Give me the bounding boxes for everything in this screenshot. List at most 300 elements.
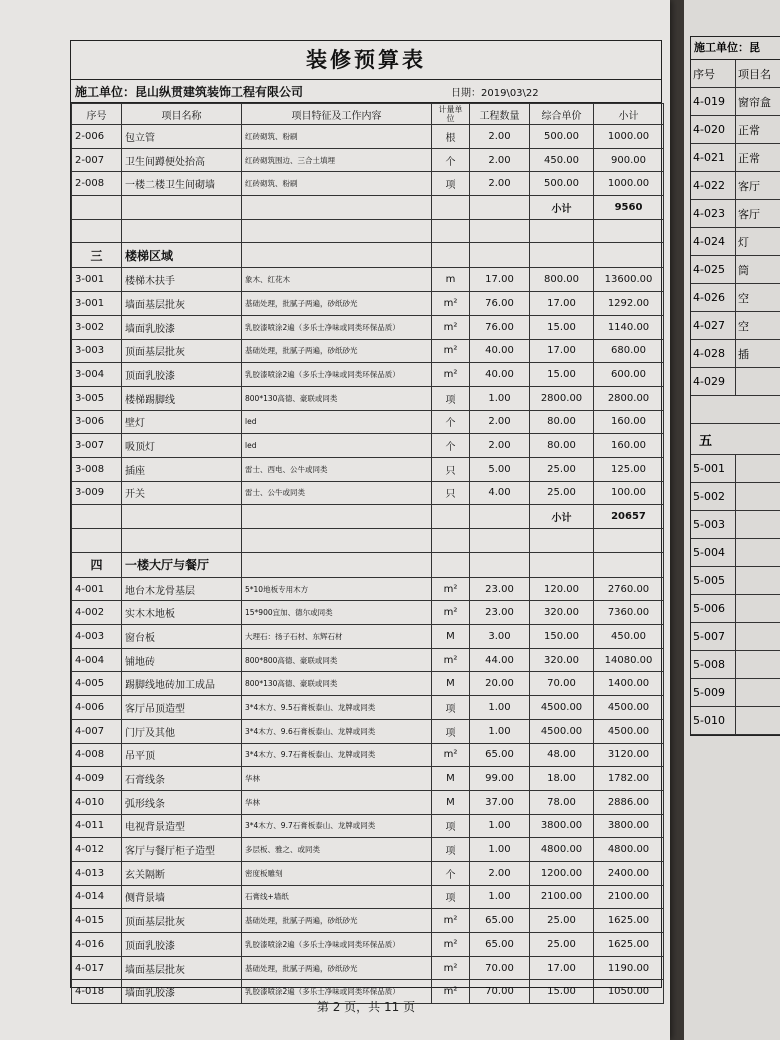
next-page-row <box>691 651 780 679</box>
cell-name: 实木木地板 <box>122 601 242 625</box>
cell-spec: 石膏线+墙纸 <box>242 885 432 909</box>
cell-spec: 基础处理，批腻子两遍，砂纸砂光 <box>242 292 432 316</box>
cell-name: 壁灯 <box>122 410 242 434</box>
table-row <box>72 315 664 339</box>
cell-no: 4-009 <box>72 767 122 791</box>
cell-spec: 乳胶漆喷涂2遍（多乐士净味或同类环保品质） <box>242 363 432 387</box>
empty-cell <box>470 505 530 529</box>
cell-unit: m² <box>432 601 470 625</box>
cell-name: 电视背景造型 <box>122 814 242 838</box>
empty-cell <box>530 219 594 243</box>
next-page-row-no: 4-021 <box>691 144 736 171</box>
cell-qty: 65.00 <box>470 933 530 957</box>
cell-spec: 红砖砌筑、粉刷 <box>242 125 432 149</box>
cell-no: 2-006 <box>72 125 122 149</box>
table-header-row <box>72 104 664 125</box>
next-page-row-name: 空 <box>738 291 749 305</box>
cell-no: 4-017 <box>72 956 122 980</box>
budget-table-frame <box>70 40 662 1000</box>
table-row <box>72 956 664 980</box>
next-page-row-no: 5-001 <box>691 455 736 482</box>
cell-price: 15.00 <box>530 363 594 387</box>
cell-qty: 44.00 <box>470 648 530 672</box>
subtotal-value: 20657 <box>594 505 664 529</box>
cell-qty: 2.00 <box>470 125 530 149</box>
cell-spec: 乳胶漆喷涂2遍（多乐士净味或同类环保品质） <box>242 315 432 339</box>
cell-price: 17.00 <box>530 292 594 316</box>
cell-name: 客厅与餐厅柜子造型 <box>122 838 242 862</box>
empty-cell <box>470 243 530 268</box>
next-page-row <box>691 284 780 312</box>
cell-spec: 3*4木方、9.7石膏板泰山、龙牌或同类 <box>242 814 432 838</box>
cell-spec: led <box>242 434 432 458</box>
empty-cell <box>72 196 122 220</box>
cell-no: 2-007 <box>72 148 122 172</box>
cell-spec: 雷士、西电、公牛或同类 <box>242 457 432 481</box>
next-page-row-no: 5-006 <box>691 595 736 622</box>
next-page-row <box>691 679 780 707</box>
table-row <box>72 767 664 791</box>
cell-spec: 3*4木方、9.5石膏板泰山、龙牌或同类 <box>242 696 432 720</box>
cell-qty: 37.00 <box>470 790 530 814</box>
cell-spec: 象木、红花木 <box>242 268 432 292</box>
table-row <box>72 838 664 862</box>
table-row <box>72 672 664 696</box>
cell-qty: 1.00 <box>470 719 530 743</box>
next-page-row-no: 4-027 <box>691 312 736 339</box>
cell-subtotal: 1000.00 <box>594 172 664 196</box>
table-row <box>72 696 664 720</box>
table-body <box>72 125 664 1004</box>
cell-subtotal: 1292.00 <box>594 292 664 316</box>
next-page-row <box>691 116 780 144</box>
table-row <box>72 292 664 316</box>
cell-unit: 项 <box>432 696 470 720</box>
cell-spec: 红砖砌筑围边、三合土填埋 <box>242 148 432 172</box>
cell-no: 3-003 <box>72 339 122 363</box>
cell-no: 2-008 <box>72 172 122 196</box>
table-row <box>72 386 664 410</box>
cell-subtotal: 3120.00 <box>594 743 664 767</box>
cell-subtotal: 1400.00 <box>594 672 664 696</box>
cell-qty: 20.00 <box>470 672 530 696</box>
cell-no: 4-015 <box>72 909 122 933</box>
empty-cell <box>122 505 242 529</box>
cell-qty: 1.00 <box>470 386 530 410</box>
empty-cell <box>122 196 242 220</box>
blank-row <box>72 219 664 243</box>
table-row <box>72 457 664 481</box>
next-page-row <box>691 707 780 735</box>
empty-cell <box>470 196 530 220</box>
cell-subtotal: 125.00 <box>594 457 664 481</box>
cell-subtotal: 450.00 <box>594 625 664 649</box>
cell-name: 楼梯木扶手 <box>122 268 242 292</box>
empty-cell <box>432 196 470 220</box>
table-row <box>72 909 664 933</box>
table-row <box>72 743 664 767</box>
cell-qty: 2.00 <box>470 148 530 172</box>
cell-qty: 2.00 <box>470 172 530 196</box>
next-page-row-no: 4-029 <box>691 368 736 395</box>
cell-qty: 70.00 <box>470 980 530 1004</box>
cell-unit: M <box>432 625 470 649</box>
cell-price: 18.00 <box>530 767 594 791</box>
cell-spec: 800*130高德、豪联或同类 <box>242 386 432 410</box>
cell-no: 4-013 <box>72 861 122 885</box>
next-page-row-no: 5-009 <box>691 679 736 706</box>
table-row <box>72 481 664 505</box>
cell-unit: 项 <box>432 814 470 838</box>
cell-price: 800.00 <box>530 268 594 292</box>
cell-price: 3800.00 <box>530 814 594 838</box>
header-spec: 项目特征及工作内容 <box>242 104 432 125</box>
next-page-row-no: 4-028 <box>691 340 736 367</box>
cell-subtotal: 600.00 <box>594 363 664 387</box>
cell-no: 3-006 <box>72 410 122 434</box>
empty-cell <box>72 505 122 529</box>
blank-row <box>72 529 664 553</box>
next-page-row-no: 5-003 <box>691 511 736 538</box>
cell-unit: m² <box>432 909 470 933</box>
cell-name: 侧背景墙 <box>122 885 242 909</box>
cell-qty: 40.00 <box>470 339 530 363</box>
table-row <box>72 933 664 957</box>
table-row <box>72 814 664 838</box>
next-page-table <box>690 36 780 736</box>
cell-subtotal: 1782.00 <box>594 767 664 791</box>
cell-unit: 只 <box>432 481 470 505</box>
empty-cell <box>470 529 530 553</box>
cell-name: 包立管 <box>122 125 242 149</box>
cell-unit: 项 <box>432 172 470 196</box>
cell-price: 78.00 <box>530 790 594 814</box>
next-page-row-name: 灯 <box>738 235 749 249</box>
cell-qty: 76.00 <box>470 292 530 316</box>
next-page-row <box>691 312 780 340</box>
table-row <box>72 363 664 387</box>
cell-subtotal: 1625.00 <box>594 909 664 933</box>
cell-no: 4-001 <box>72 577 122 601</box>
cell-name: 门厅及其他 <box>122 719 242 743</box>
empty-cell <box>530 552 594 577</box>
table-row <box>72 861 664 885</box>
header-name: 项目名称 <box>122 104 242 125</box>
cell-price: 320.00 <box>530 601 594 625</box>
cell-subtotal: 1190.00 <box>594 956 664 980</box>
cell-unit: 项 <box>432 719 470 743</box>
next-page-row-no: 5-004 <box>691 539 736 566</box>
empty-cell <box>242 552 432 577</box>
cell-unit: m² <box>432 980 470 1004</box>
cell-price: 25.00 <box>530 933 594 957</box>
cell-name: 踢脚线地砖加工成品 <box>122 672 242 696</box>
empty-cell <box>594 243 664 268</box>
empty-cell <box>242 196 432 220</box>
cell-no: 4-005 <box>72 672 122 696</box>
cell-subtotal: 1000.00 <box>594 125 664 149</box>
section-row <box>72 552 664 577</box>
cell-subtotal: 680.00 <box>594 339 664 363</box>
cell-price: 70.00 <box>530 672 594 696</box>
page-footer: 第 2 页，共 11 页 <box>316 1000 416 1014</box>
cell-qty: 5.00 <box>470 457 530 481</box>
cell-no: 4-003 <box>72 625 122 649</box>
cell-no: 4-016 <box>72 933 122 957</box>
cell-name: 插座 <box>122 457 242 481</box>
header-qty: 工程数量 <box>470 104 530 125</box>
empty-cell <box>122 529 242 553</box>
next-page-row-no: 4-024 <box>691 228 736 255</box>
empty-cell <box>432 505 470 529</box>
cell-name: 客厅吊顶造型 <box>122 696 242 720</box>
cell-unit: 个 <box>432 148 470 172</box>
cell-spec: 雷士、公牛或同类 <box>242 481 432 505</box>
cell-spec: 3*4木方、9.7石膏板泰山、龙牌或同类 <box>242 743 432 767</box>
next-page-row <box>691 88 780 116</box>
cell-unit: m² <box>432 292 470 316</box>
cell-unit: m² <box>432 339 470 363</box>
cell-spec: 800*130高德、豪联或同类 <box>242 672 432 696</box>
table-row <box>72 625 664 649</box>
cell-name: 弧形线条 <box>122 790 242 814</box>
cell-name: 墙面乳胶漆 <box>122 980 242 1004</box>
table-row <box>72 885 664 909</box>
cell-qty: 65.00 <box>470 743 530 767</box>
cell-subtotal: 160.00 <box>594 410 664 434</box>
cell-spec: 华林 <box>242 790 432 814</box>
table-row <box>72 434 664 458</box>
next-page-row-no: 4-019 <box>691 88 736 115</box>
subtotal-label: 小计 <box>530 505 594 529</box>
next-page-row <box>691 567 780 595</box>
cell-no: 3-001 <box>72 292 122 316</box>
cell-unit: m² <box>432 956 470 980</box>
section-number: 三 <box>72 243 122 268</box>
cell-spec: 3*4木方、9.6石膏板泰山、龙牌或同类 <box>242 719 432 743</box>
next-page-row <box>691 200 780 228</box>
document-date: 日期：2019\03\22 <box>451 87 539 99</box>
cell-no: 3-005 <box>72 386 122 410</box>
cell-subtotal: 1140.00 <box>594 315 664 339</box>
cell-price: 4800.00 <box>530 838 594 862</box>
cell-name: 石膏线条 <box>122 767 242 791</box>
cell-qty: 1.00 <box>470 838 530 862</box>
table-row <box>72 125 664 149</box>
next-page-header: 序号 项目名 <box>691 60 780 88</box>
next-page-row <box>691 256 780 284</box>
next-page-row <box>691 455 780 483</box>
budget-table <box>71 103 664 1004</box>
subtotal-label: 小计 <box>530 196 594 220</box>
cell-subtotal: 2760.00 <box>594 577 664 601</box>
cell-name: 玄关隔断 <box>122 861 242 885</box>
cell-spec: 5*10地板专用木方 <box>242 577 432 601</box>
cell-qty: 2.00 <box>470 410 530 434</box>
cell-unit: 项 <box>432 386 470 410</box>
cell-subtotal: 4800.00 <box>594 838 664 862</box>
cell-subtotal: 4500.00 <box>594 696 664 720</box>
next-page-row <box>691 483 780 511</box>
cell-name: 顶面基层批灰 <box>122 339 242 363</box>
cell-subtotal: 1050.00 <box>594 980 664 1004</box>
table-row <box>72 410 664 434</box>
cell-subtotal: 160.00 <box>594 434 664 458</box>
header-unit: 计量单位 <box>432 104 470 125</box>
cell-unit: 个 <box>432 861 470 885</box>
cell-name: 顶面乳胶漆 <box>122 933 242 957</box>
cell-qty: 23.00 <box>470 601 530 625</box>
cell-no: 4-012 <box>72 838 122 862</box>
cell-qty: 23.00 <box>470 577 530 601</box>
cell-name: 窗台板 <box>122 625 242 649</box>
cell-no: 4-010 <box>72 790 122 814</box>
cell-qty: 2.00 <box>470 434 530 458</box>
cell-spec: 基础处理，批腻子两遍，砂纸砂光 <box>242 339 432 363</box>
cell-subtotal: 1625.00 <box>594 933 664 957</box>
next-page-blank-row <box>691 396 780 424</box>
cell-price: 4500.00 <box>530 696 594 720</box>
section-title: 楼梯区域 <box>122 243 242 268</box>
next-page-row-no: 5-007 <box>691 623 736 650</box>
table-row <box>72 790 664 814</box>
next-page-row-no: 4-023 <box>691 200 736 227</box>
table-row <box>72 268 664 292</box>
next-page-row-name: 正常 <box>738 123 760 137</box>
empty-cell <box>242 219 432 243</box>
next-page-row <box>691 539 780 567</box>
next-page-row <box>691 144 780 172</box>
subtotal-row <box>72 505 664 529</box>
cell-no: 3-009 <box>72 481 122 505</box>
cell-unit: 只 <box>432 457 470 481</box>
cell-name: 顶面基层批灰 <box>122 909 242 933</box>
next-page-row-name: 窗帘盒 <box>738 95 771 109</box>
next-page-row-name: 空 <box>738 319 749 333</box>
cell-price: 4500.00 <box>530 719 594 743</box>
cell-no: 4-011 <box>72 814 122 838</box>
next-page-row-name: 插 <box>738 347 749 361</box>
empty-cell <box>242 243 432 268</box>
empty-cell <box>242 505 432 529</box>
cell-price: 15.00 <box>530 980 594 1004</box>
next-page-row-no: 5-002 <box>691 483 736 510</box>
next-page-section: 五 <box>691 424 780 455</box>
cell-price: 1200.00 <box>530 861 594 885</box>
cell-price: 150.00 <box>530 625 594 649</box>
cell-subtotal: 4500.00 <box>594 719 664 743</box>
empty-cell <box>594 552 664 577</box>
cell-price: 25.00 <box>530 909 594 933</box>
cell-price: 17.00 <box>530 956 594 980</box>
empty-cell <box>432 219 470 243</box>
cell-qty: 99.00 <box>470 767 530 791</box>
section-number: 四 <box>72 552 122 577</box>
empty-cell <box>470 219 530 243</box>
subtotal-value: 9560 <box>594 196 664 220</box>
cell-spec: 基础处理，批腻子两遍，砂纸砂光 <box>242 909 432 933</box>
cell-price: 25.00 <box>530 457 594 481</box>
cell-subtotal: 900.00 <box>594 148 664 172</box>
empty-cell <box>432 552 470 577</box>
next-page-row-no: 5-010 <box>691 707 736 734</box>
empty-cell <box>72 529 122 553</box>
empty-cell <box>242 529 432 553</box>
header-no: 序号 <box>72 104 122 125</box>
empty-cell <box>530 243 594 268</box>
cell-name: 卫生间蹲便处抬高 <box>122 148 242 172</box>
cell-unit: 根 <box>432 125 470 149</box>
cell-subtotal: 3800.00 <box>594 814 664 838</box>
cell-no: 4-014 <box>72 885 122 909</box>
section-row <box>72 243 664 268</box>
cell-spec: 红砖砌筑、粉刷 <box>242 172 432 196</box>
empty-cell <box>432 243 470 268</box>
cell-name: 墙面乳胶漆 <box>122 315 242 339</box>
next-page-unit: 施工单位：昆 <box>691 37 780 60</box>
next-page-row <box>691 623 780 651</box>
cell-qty: 1.00 <box>470 885 530 909</box>
cell-no: 3-002 <box>72 315 122 339</box>
next-page-row-no: 4-025 <box>691 256 736 283</box>
cell-price: 320.00 <box>530 648 594 672</box>
cell-no: 4-002 <box>72 601 122 625</box>
next-page-row-name: 筒 <box>738 263 749 277</box>
cell-subtotal: 2886.00 <box>594 790 664 814</box>
cell-price: 120.00 <box>530 577 594 601</box>
cell-no: 4-006 <box>72 696 122 720</box>
table-row <box>72 148 664 172</box>
cell-spec: 乳胶漆喷涂2遍（多乐士净味或同类环保品质） <box>242 933 432 957</box>
cell-qty: 1.00 <box>470 814 530 838</box>
cell-price: 17.00 <box>530 339 594 363</box>
cell-spec: 800*800高德、豪联或同类 <box>242 648 432 672</box>
empty-cell <box>594 529 664 553</box>
cell-unit: m² <box>432 315 470 339</box>
meta-row <box>71 80 661 103</box>
cell-qty: 40.00 <box>470 363 530 387</box>
cell-spec: 大理石：扬子石材、东辉石材 <box>242 625 432 649</box>
cell-subtotal: 2800.00 <box>594 386 664 410</box>
cell-price: 80.00 <box>530 410 594 434</box>
cell-qty: 3.00 <box>470 625 530 649</box>
section-title: 一楼大厅与餐厅 <box>122 552 242 577</box>
cell-unit: 项 <box>432 885 470 909</box>
cell-qty: 2.00 <box>470 861 530 885</box>
cell-subtotal: 2100.00 <box>594 885 664 909</box>
table-row <box>72 577 664 601</box>
cell-subtotal: 14080.00 <box>594 648 664 672</box>
cell-unit: 个 <box>432 434 470 458</box>
cell-no: 4-008 <box>72 743 122 767</box>
empty-cell <box>72 219 122 243</box>
cell-unit: 个 <box>432 410 470 434</box>
cell-name: 吸顶灯 <box>122 434 242 458</box>
cell-qty: 4.00 <box>470 481 530 505</box>
cell-subtotal: 100.00 <box>594 481 664 505</box>
cell-price: 450.00 <box>530 148 594 172</box>
cell-price: 2800.00 <box>530 386 594 410</box>
cell-price: 25.00 <box>530 481 594 505</box>
next-page-row-no: 4-020 <box>691 116 736 143</box>
cell-qty: 1.00 <box>470 696 530 720</box>
cell-unit: 项 <box>432 838 470 862</box>
cell-qty: 65.00 <box>470 909 530 933</box>
cell-unit: m <box>432 268 470 292</box>
next-page-row-name: 客厅 <box>738 179 760 193</box>
cell-no: 4-007 <box>72 719 122 743</box>
next-page-row-no: 4-026 <box>691 284 736 311</box>
